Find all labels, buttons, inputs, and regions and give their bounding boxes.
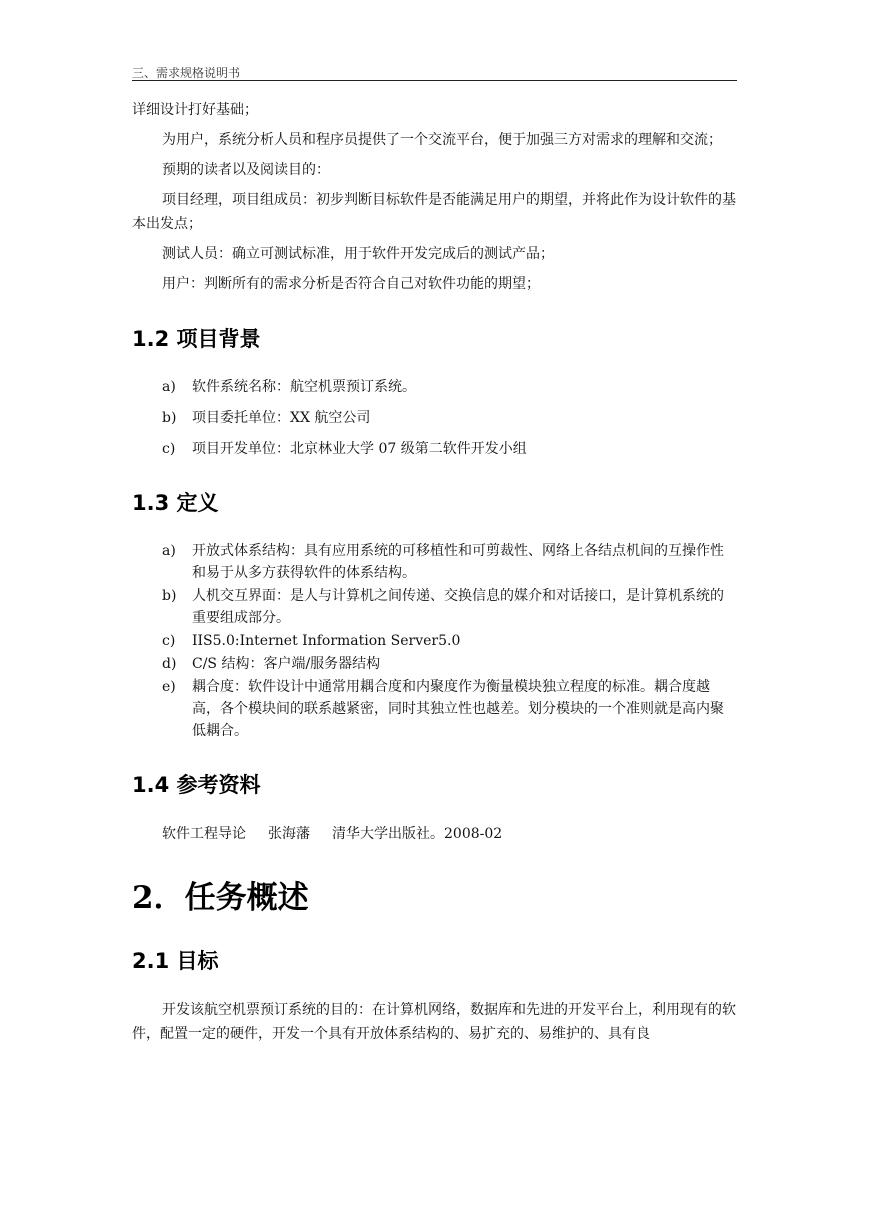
list-marker: b) <box>162 588 177 604</box>
intro-paragraph-3: 预期的读者以及阅读目的： <box>162 162 330 178</box>
list-item <box>132 630 737 652</box>
list-marker: d) <box>162 656 177 672</box>
list-item-text: IIS5.0:Internet Information Server5.0 <box>192 633 461 649</box>
intro-paragraph-1: 详细设计打好基础； <box>132 102 258 118</box>
running-header: 三、需求规格说明书 <box>132 66 241 80</box>
list-item-text: C/S 结构：客户端/服务器结构 <box>192 656 381 672</box>
list-marker: a) <box>162 543 176 559</box>
list-item-text: 人机交互界面：是人与计算机之间传递、交换信息的媒介和对话接口，是计算机系统的重要组成部分。 <box>192 588 724 626</box>
reference-author: 张海藩 <box>268 826 310 842</box>
list-item <box>132 376 737 398</box>
goal-paragraph: 开发该航空机票预订系统的目的：在计算机网络，数据库和先进的开发平台上，利用现有的软件，配置一定的硬件，开发一个具有开放体系结构的、易扩充的、易维护的、具有良 <box>132 1002 736 1042</box>
list-item <box>132 407 737 429</box>
section-heading-1-3: 1.3 定义 <box>132 491 219 515</box>
reference-entry <box>132 822 737 846</box>
list-marker: c) <box>162 633 176 649</box>
list-item-text: 软件系统名称：航空机票预订系统。 <box>192 379 416 395</box>
section-heading-2-1: 2.1 目标 <box>132 949 219 973</box>
list-marker: e) <box>162 679 176 695</box>
intro-paragraph-2: 为用户，系统分析人员和程序员提供了一个交流平台，便于加强三方对需求的理解和交流； <box>162 132 722 148</box>
section-heading-1-4: 1.4 参考资料 <box>132 773 261 797</box>
definition-list <box>132 540 737 742</box>
list-item <box>132 676 737 742</box>
list-item <box>132 438 737 460</box>
list-item-text: 开放式体系结构：具有应用系统的可移植性和可剪裁性、网络上各结点机间的互操作性和易于从多方获得软件的体系结构。 <box>192 543 724 581</box>
list-item <box>132 540 737 584</box>
reference-publisher: 清华大学出版社。2008-02 <box>332 826 503 842</box>
intro-paragraph-5: 测试人员：确立可测试标准，用于软件开发完成后的测试产品； <box>162 246 554 262</box>
background-list <box>132 376 737 460</box>
intro-paragraph-6: 用户：判断所有的需求分析是否符合自己对软件功能的期望； <box>162 276 540 292</box>
list-item-text: 项目委托单位：XX 航空公司 <box>192 410 371 426</box>
list-item <box>132 585 737 629</box>
list-item <box>132 653 737 675</box>
page-body <box>132 98 737 1046</box>
list-marker: a) <box>162 379 176 395</box>
section-heading-1-2: 1.2 项目背景 <box>132 327 261 351</box>
list-marker: b) <box>162 410 177 426</box>
header-rule <box>132 80 737 81</box>
list-item-text: 项目开发单位：北京林业大学 07 级第二软件开发小组 <box>192 441 527 457</box>
intro-paragraph-4: 项目经理，项目组成员：初步判断目标软件是否能满足用户的期望，并将此作为设计软件的基本出发点； <box>132 192 736 232</box>
chapter-heading-2: 2．任务概述 <box>132 880 309 916</box>
list-item-text: 耦合度：软件设计中通常用耦合度和内聚度作为衡量模块独立程度的标准。耦合度越高，各个模块间的联系越紧密，同时其独立性也越差。划分模块的一个准则就是高内聚低耦合。 <box>192 679 724 739</box>
reference-title: 软件工程导论 <box>162 826 246 842</box>
list-marker: c) <box>162 441 176 457</box>
